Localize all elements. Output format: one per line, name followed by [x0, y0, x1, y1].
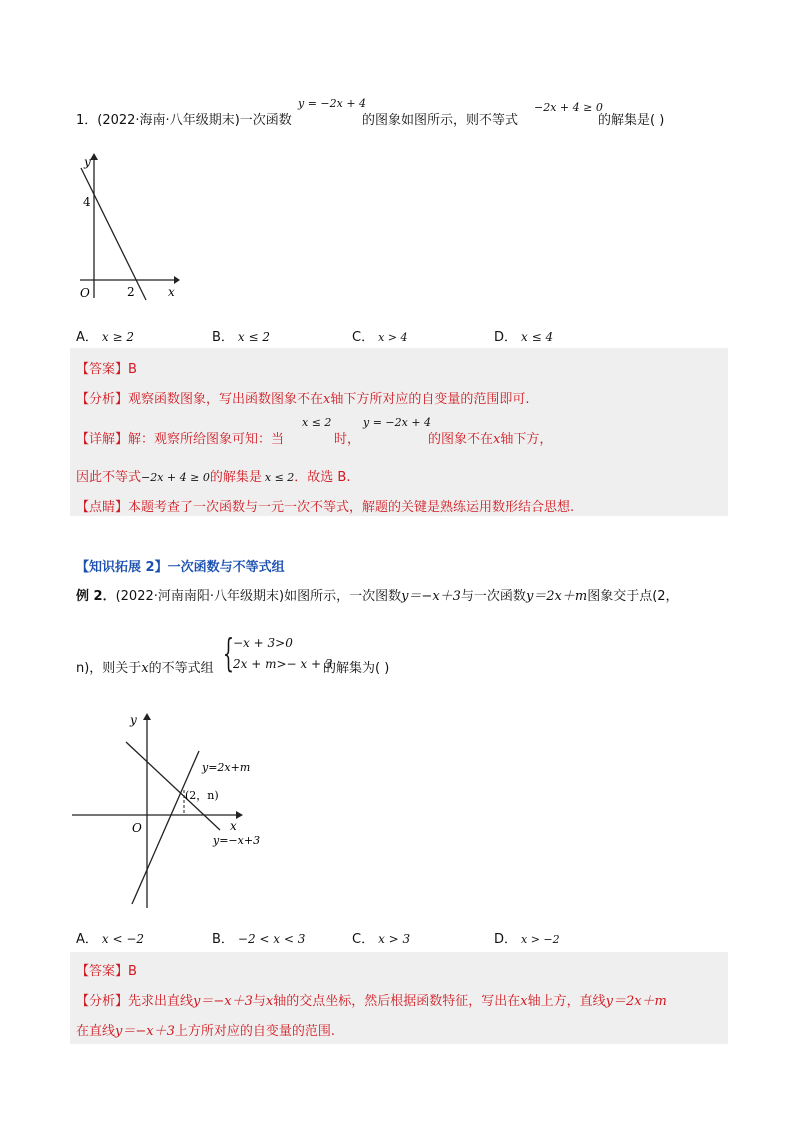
q1-origin-label: O [80, 286, 90, 300]
q1-y-label: y [84, 155, 91, 169]
ex2-y-arrow-icon [143, 713, 151, 720]
ex2-line-y-neg-x-plus-3 [126, 742, 220, 830]
q1-answer-value: B [128, 362, 137, 377]
q1-detail-when: 时， [334, 432, 361, 447]
ex2-choice-c[interactable]: C． x > 3 [352, 932, 411, 947]
ex2-origin-label: O [132, 821, 142, 835]
ex2-graph [70, 708, 270, 913]
q1-answer: 【答案】B [76, 362, 137, 377]
q1-stem-suffix: 的解集是( ) [598, 113, 665, 128]
ex2-system-eq2: 2x + m>− x + 3 [233, 657, 333, 671]
ex2-y-label: y [130, 713, 137, 727]
q1-choice-c[interactable]: C． x > 4 [352, 330, 408, 345]
ex2-choice-d[interactable]: D． x > −2 [494, 932, 560, 947]
ex2-analysis-line2: 在直线y＝−x＋3上方所对应的自变量的范围. [76, 1024, 335, 1039]
q1-choice-b[interactable]: B． x ≤ 2 [212, 330, 271, 345]
ex2-label: 例 2． [76, 589, 116, 604]
ex2-choice-a[interactable]: A． x < −2 [76, 932, 145, 947]
ex2-choice-b[interactable]: B． −2 < x < 3 [212, 932, 306, 947]
q1-analysis: 【分析】观察函数图象，写出函数图象不在x轴下方所对应的自变量的范围即可. [76, 392, 530, 407]
q1-graph [70, 150, 190, 310]
q1-x-arrow-icon [174, 276, 180, 284]
q1-detail-func: y = −2x + 4 [363, 416, 432, 429]
ex2-answer: 【答案】B [76, 964, 137, 979]
q1-detail-cond: x ≤ 2 [302, 416, 332, 429]
q1-y-arrow-icon [90, 153, 98, 160]
ex2-analysis-line1: 【分析】先求出直线y＝−x＋3与x轴的交点坐标，然后根据函数特征，写出在x轴上方，直线y＝2x＋m [76, 994, 667, 1009]
q1-function: y = −2x + 4 [298, 97, 367, 110]
q1-detail-line2: 因此不等式−2x + 4 ≥ 0的解集是 x ≤ 2．故选 B. [76, 470, 351, 485]
ex2-point-label: (2，n) [185, 789, 219, 802]
ex2-answer-value: B [128, 964, 137, 979]
ex2-x-arrow-icon [236, 811, 243, 819]
q1-choice-d[interactable]: D． x ≤ 4 [494, 330, 554, 345]
q1-choice-a[interactable]: A． x ≥ 2 [76, 330, 134, 345]
q1-inequality: −2x + 4 ≥ 0 [534, 101, 603, 114]
ex2-x-label: x [230, 819, 237, 833]
q1-y-intercept-label: 4 [83, 195, 91, 209]
q1-comment: 【点睛】本题考查了一次函数与一元一次不等式，解题的关键是熟练运用数形结合思想. [76, 500, 575, 515]
ex2-line1-label: y=2x+m [202, 761, 251, 774]
q1-x-label: x [168, 285, 175, 299]
ex2-line-y-2x-plus-m [132, 751, 199, 904]
ex2-line1: 例 2．(2022·河南南阳·八年级期末)如图所示，一次图数y＝−x＋3与一次函数y＝2x＋m图象交于点(2， [76, 589, 679, 604]
q1-x-intercept-label: 2 [127, 285, 135, 299]
ex2-line2-a: n)，则关于x的不等式组 [76, 661, 214, 676]
q1-detail-line1: 【详解】解：观察所给图象可知：当 [76, 432, 285, 447]
ex2-system-eq1: −x + 3>0 [233, 636, 293, 650]
ex2-line2-label: y=−x+3 [213, 834, 261, 847]
q1-stem-prefix: 1．(2022·海南·八年级期末)一次函数 [76, 113, 292, 128]
ex2-system-brace: { [223, 631, 234, 675]
q1-stem-mid: 的图象如图所示，则不等式 [362, 113, 519, 128]
q1-detail-tail: 的图象不在x轴下方， [428, 432, 553, 447]
section-heading: 【知识拓展 2】一次函数与不等式组 [76, 560, 285, 575]
ex2-line2-c: 的解集为( ) [323, 661, 390, 676]
